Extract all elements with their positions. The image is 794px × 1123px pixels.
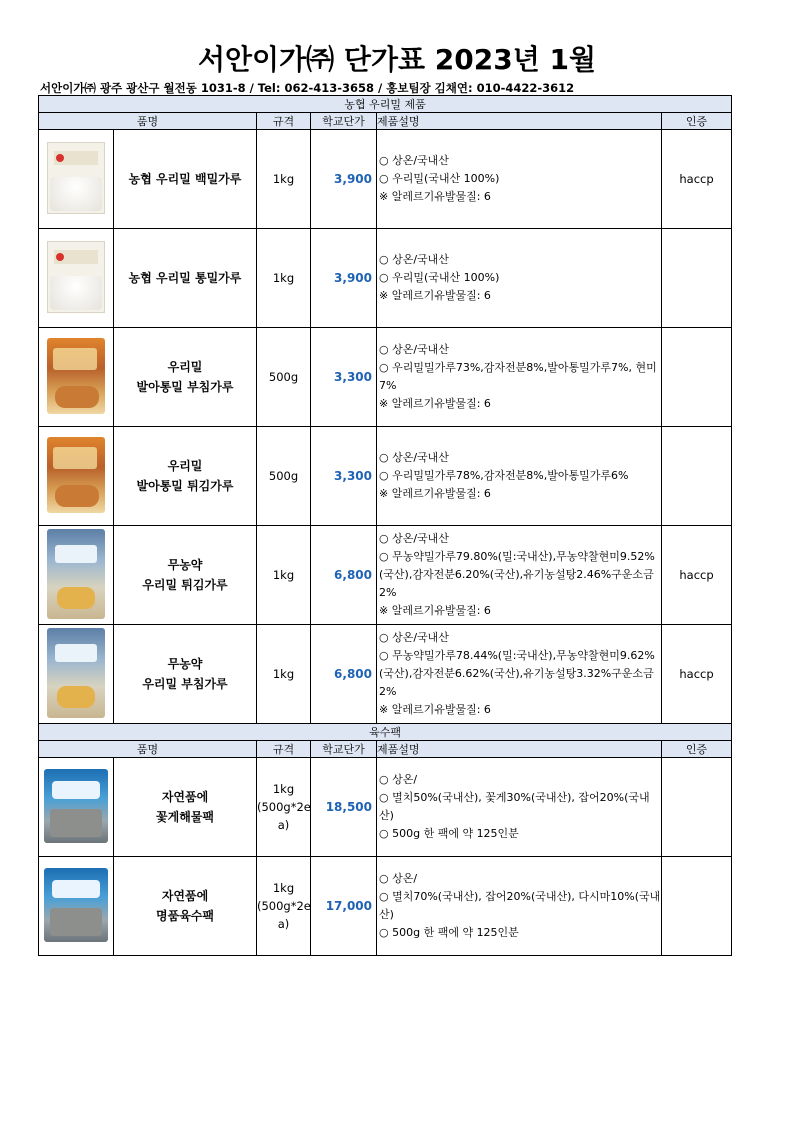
product-name — [114, 229, 257, 328]
product-size — [257, 625, 311, 724]
header-desc: 제품설명 — [377, 113, 662, 130]
desc-line: ○ 상온/국내산 — [379, 532, 449, 545]
header-size: 규격 — [257, 113, 311, 130]
desc-line: ○ 상온/국내산 — [379, 253, 449, 266]
product-name-line: 우리밀 부침가루 — [142, 677, 228, 691]
header-name: 품명 — [39, 741, 257, 758]
desc-line: ○ 우리밀(국내산 100%) — [379, 172, 500, 185]
product-cert — [662, 229, 732, 328]
product-name — [114, 328, 257, 427]
product-desc — [377, 857, 662, 956]
desc-line: ○ 상온/국내산 — [379, 631, 449, 644]
product-image-cell — [39, 229, 114, 328]
flour-bag-image — [47, 142, 105, 214]
column-header-row — [39, 113, 732, 130]
header-cert: 인증 — [662, 741, 732, 758]
product-row — [39, 857, 732, 956]
product-row — [39, 526, 732, 625]
product-size-line: (500g*2e — [257, 800, 311, 814]
company-info: 서안이가㈜ 광주 광산구 월전동 1031-8 / Tel: 062-413-3658 / 홍보팀장 김채연: 010-4422-3612 — [40, 81, 575, 95]
column-header-row — [39, 741, 732, 758]
product-price: 18,500 — [311, 758, 377, 857]
product-name-line: 발아통밀 튀김가루 — [136, 479, 234, 493]
desc-line: ○ 무농약밀가루79.80%(밀:국내산),무농약찰현미9.52%(국산),감자전분6.20%(국산),유기농설탕2.46%구운소금2% — [379, 550, 655, 599]
product-row — [39, 427, 732, 526]
product-image-cell — [39, 427, 114, 526]
header-name: 품명 — [39, 113, 257, 130]
product-price: 3,300 — [311, 427, 377, 526]
product-row — [39, 229, 732, 328]
product-price: 3,300 — [311, 328, 377, 427]
product-row — [39, 130, 732, 229]
desc-line: ○ 500g 한 팩에 약 125인분 — [379, 827, 519, 840]
product-size-line: 1kg — [272, 881, 295, 895]
product-name-line: 농협 우리밀 백밀가루 — [128, 172, 242, 186]
product-price: 17,000 — [311, 857, 377, 956]
product-size — [257, 758, 311, 857]
product-size — [257, 427, 311, 526]
price-table — [38, 95, 732, 956]
frying-mix-bag-image — [47, 529, 105, 619]
product-desc — [377, 427, 662, 526]
product-size — [257, 229, 311, 328]
product-image-cell — [39, 625, 114, 724]
header-cert: 인증 — [662, 113, 732, 130]
desc-line: ○ 상온/ — [379, 872, 418, 885]
desc-line: ○ 상온/국내산 — [379, 451, 449, 464]
product-price: 3,900 — [311, 229, 377, 328]
product-size — [257, 526, 311, 625]
product-image-cell — [39, 328, 114, 427]
product-image-cell — [39, 758, 114, 857]
header-price: 학교단가 — [311, 113, 377, 130]
header-size: 규격 — [257, 741, 311, 758]
product-size-line: 1kg — [272, 667, 295, 681]
product-name-line: 우리밀 — [167, 459, 203, 473]
product-size-line: (500g*2e — [257, 899, 311, 913]
broth-pack-image — [44, 769, 108, 843]
section-title: 농협 우리밀 제품 — [39, 96, 732, 113]
product-size — [257, 328, 311, 427]
section-header — [39, 96, 732, 113]
desc-line: ○ 멸치50%(국내산), 꽃게30%(국내산), 잡어20%(국내산) — [379, 791, 650, 822]
product-name-line: 발아통밀 부침가루 — [136, 380, 234, 394]
product-size-line: 1kg — [272, 172, 295, 186]
product-name — [114, 758, 257, 857]
product-cert: haccp — [662, 130, 732, 229]
product-name-line: 무농약 — [167, 657, 203, 671]
desc-line: ○ 상온/ — [379, 773, 418, 786]
header-desc: 제품설명 — [377, 741, 662, 758]
section-header — [39, 724, 732, 741]
product-price: 6,800 — [311, 526, 377, 625]
product-name-line: 농협 우리밀 통밀가루 — [128, 271, 242, 285]
flour-bag-image — [47, 241, 105, 313]
product-row — [39, 328, 732, 427]
desc-line: ○ 무농약밀가루78.44%(밀:국내산),무농약찰현미9.62%(국산),감자전분6.62%(국산),유기농설탕3.32%구운소금2% — [379, 649, 655, 698]
product-size — [257, 130, 311, 229]
product-desc — [377, 526, 662, 625]
desc-line: ※ 알레르기유발물질: 6 — [379, 190, 491, 203]
page-title: 서안이가㈜ 단가표 2023년 1월 — [197, 43, 597, 76]
desc-line: ○ 500g 한 팩에 약 125인분 — [379, 926, 519, 939]
product-name — [114, 427, 257, 526]
product-name — [114, 625, 257, 724]
product-cert — [662, 758, 732, 857]
product-desc — [377, 328, 662, 427]
desc-line: ※ 알레르기유발물질: 6 — [379, 397, 491, 410]
product-name — [114, 130, 257, 229]
section-title: 육수팩 — [39, 724, 732, 741]
product-size-line: 500g — [268, 370, 299, 384]
product-cert — [662, 427, 732, 526]
product-name-line: 꽃게해물팩 — [156, 810, 214, 824]
product-desc — [377, 758, 662, 857]
desc-line: ○ 우리밀밀가루73%,감자전분8%,발아통밀가루7%, 현미7% — [379, 361, 657, 392]
frying-mix-bag-image — [47, 628, 105, 718]
product-name-line: 자연품에 — [161, 889, 209, 903]
product-row — [39, 625, 732, 724]
product-size-line: a) — [277, 818, 290, 832]
product-price: 3,900 — [311, 130, 377, 229]
broth-pack-image — [44, 868, 108, 942]
product-row — [39, 758, 732, 857]
product-name-line: 무농약 — [167, 558, 203, 572]
product-size — [257, 857, 311, 956]
product-size-line: 1kg — [272, 782, 295, 796]
desc-line: ※ 알레르기유발물질: 6 — [379, 604, 491, 617]
product-image-cell — [39, 526, 114, 625]
desc-line: ○ 상온/국내산 — [379, 343, 449, 356]
product-size-line: 1kg — [272, 568, 295, 582]
product-size-line: 500g — [268, 469, 299, 483]
desc-line: ※ 알레르기유발물질: 6 — [379, 289, 491, 302]
product-cert: haccp — [662, 526, 732, 625]
header-price: 학교단가 — [311, 741, 377, 758]
product-cert — [662, 328, 732, 427]
product-name — [114, 857, 257, 956]
product-desc — [377, 130, 662, 229]
product-price: 6,800 — [311, 625, 377, 724]
product-cert: haccp — [662, 625, 732, 724]
product-desc — [377, 229, 662, 328]
desc-line: ※ 알레르기유발물질: 6 — [379, 487, 491, 500]
product-image-cell — [39, 130, 114, 229]
desc-line: ○ 멸치70%(국내산), 잡어20%(국내산), 다시마10%(국내산) — [379, 890, 661, 921]
desc-line: ※ 알레르기유발물질: 6 — [379, 703, 491, 716]
product-name-line: 우리밀 — [167, 360, 203, 374]
desc-line: ○ 우리밀밀가루78%,감자전분8%,발아통밀가루6% — [379, 469, 629, 482]
desc-line: ○ 상온/국내산 — [379, 154, 449, 167]
product-name — [114, 526, 257, 625]
batter-bag-image — [47, 437, 105, 513]
desc-line: ○ 우리밀(국내산 100%) — [379, 271, 500, 284]
product-size-line: 1kg — [272, 271, 295, 285]
product-cert — [662, 857, 732, 956]
product-image-cell — [39, 857, 114, 956]
product-name-line: 자연품에 — [161, 790, 209, 804]
product-desc — [377, 625, 662, 724]
product-name-line: 명품육수팩 — [156, 909, 214, 923]
product-size-line: a) — [277, 917, 290, 931]
product-name-line: 우리밀 튀김가루 — [142, 578, 228, 592]
batter-bag-image — [47, 338, 105, 414]
